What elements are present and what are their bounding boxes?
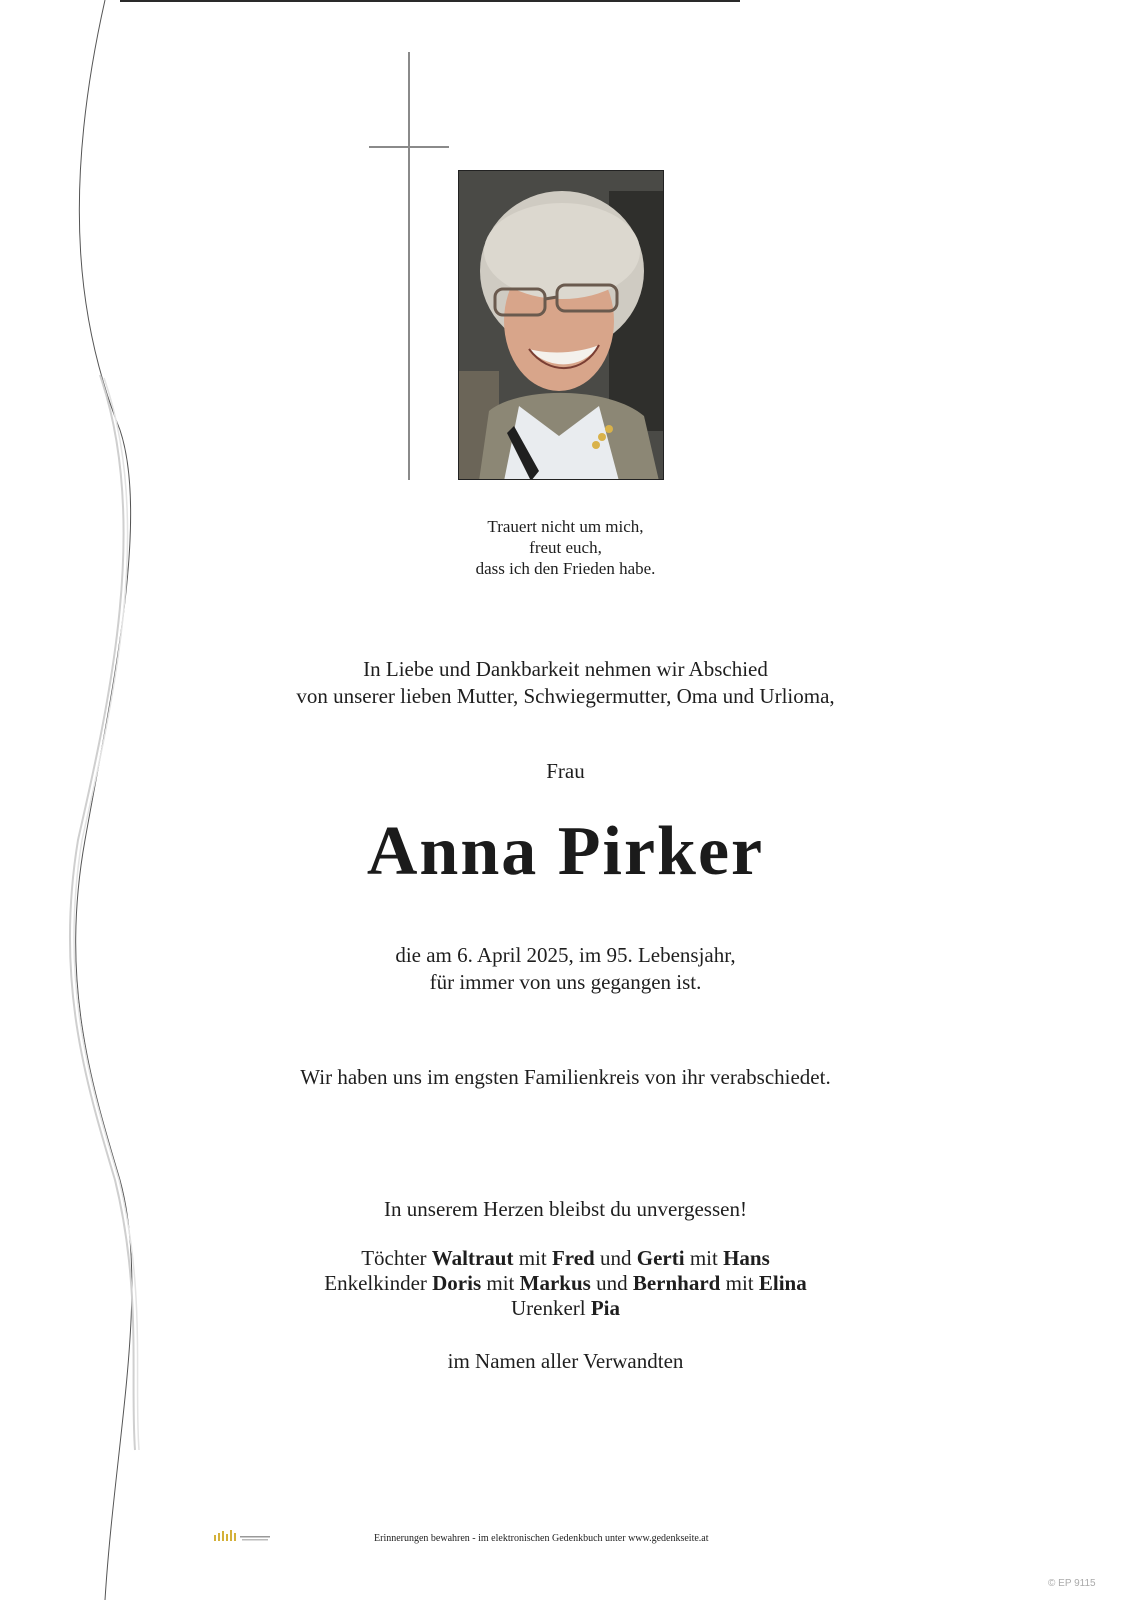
intro-text [0, 656, 1131, 710]
poem-line: Trauert nicht um mich, [487, 517, 644, 536]
portrait-photo [458, 170, 664, 480]
deceased-name: Anna Pirker [366, 813, 765, 890]
relatives-signoff: im Namen aller Verwandten [447, 1349, 684, 1373]
top-rule [120, 0, 740, 2]
intro-line: In Liebe und Dankbarkeit nehmen wir Abschied [363, 657, 768, 681]
footer-note: Erinnerungen bewahren - im elektronischen Gedenkbuch unter www.gedenkseite.at [374, 1533, 709, 1544]
death-notice [0, 942, 1131, 996]
cross-horizontal-bar [369, 146, 449, 148]
death-notice-line: die am 6. April 2025, im 95. Lebensjahr, [395, 943, 736, 967]
family-line-great-grandchild: Urenkerl Pia [510, 1296, 621, 1320]
family-line-grandchildren: Enkelkinder Doris mit Markus und Bernhard mit Elina [324, 1271, 807, 1295]
family-line-daughters: Töchter Waltraut mit Fred und Gerti mit Hans [361, 1246, 770, 1270]
family-list [0, 1246, 1131, 1321]
poem-line: dass ich den Frieden habe. [475, 559, 656, 578]
poem [0, 516, 1131, 579]
salutation: Frau [546, 759, 585, 783]
intro-line: von unserer lieben Mutter, Schwiegermutter, Oma und Urlioma, [296, 684, 835, 708]
farewell-text: Wir haben uns im engsten Familienkreis von ihr verabschiedet. [300, 1065, 831, 1089]
document-code: © EP 9115 [1048, 1578, 1096, 1589]
remembrance-line: In unserem Herzen bleibst du unvergessen! [384, 1197, 747, 1221]
poem-line: freut euch, [529, 538, 602, 557]
death-notice-line: für immer von uns gegangen ist. [429, 970, 702, 994]
publisher-logo [214, 1528, 276, 1544]
cross-vertical-bar [408, 52, 410, 480]
